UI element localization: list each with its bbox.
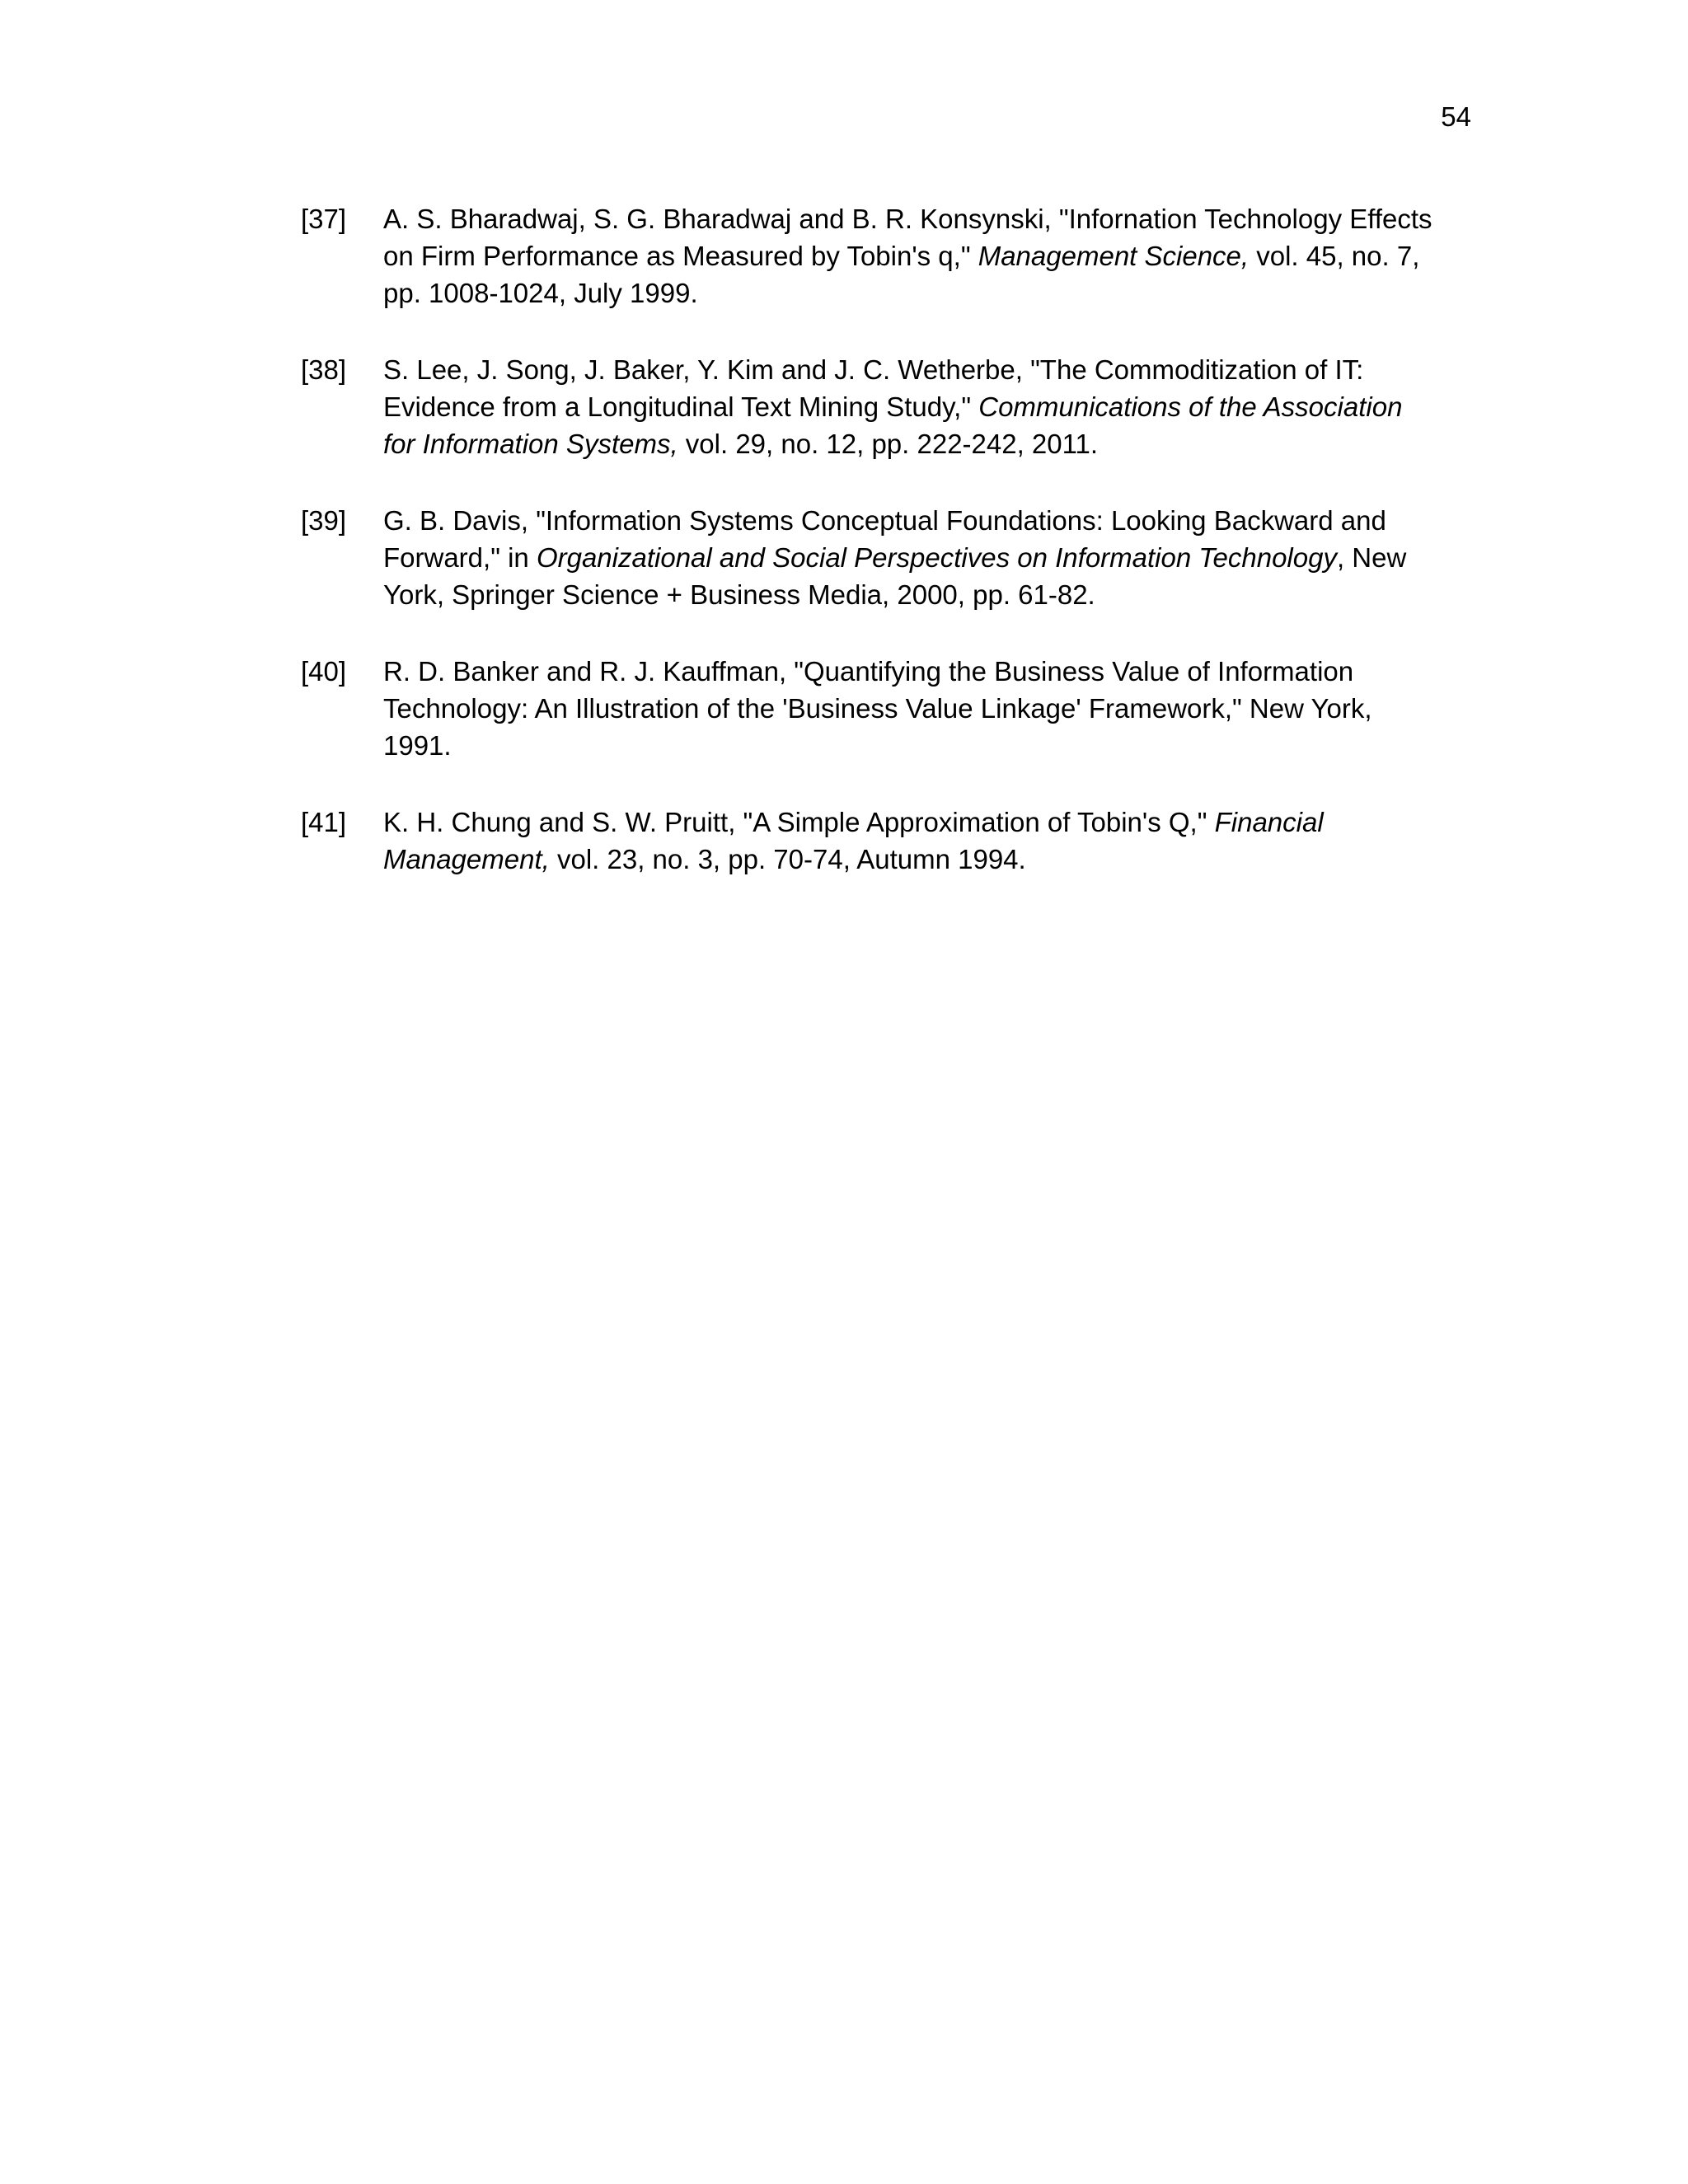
reference-text-part: vol. 29, no. 12, pp. 222-242, 2011. bbox=[678, 429, 1099, 459]
reference-text bbox=[383, 653, 1438, 764]
reference-entry-39 bbox=[301, 502, 1438, 613]
page-number: 54 bbox=[1441, 101, 1471, 132]
reference-journal-title: Communications of the Association for Information Systems, bbox=[383, 391, 1403, 459]
reference-number: [37] bbox=[301, 204, 347, 234]
reference-text bbox=[383, 804, 1438, 878]
reference-text-part: K. H. Chung and S. W. Pruitt, "A Simple Approximation of Tobin's Q," bbox=[383, 807, 1215, 837]
reference-text bbox=[383, 502, 1438, 613]
reference-list bbox=[301, 200, 1438, 917]
reference-text-part: A. S. Bharadwaj, S. G. Bharadwaj and B. R. Konsynski, "Infornation Technology Effects on Firm Performance as Measured by Tobin's q," bbox=[383, 204, 1432, 271]
reference-text-part: , New York, Springer Science + Business Media, 2000, pp. 61-82. bbox=[383, 542, 1407, 610]
reference-number: [41] bbox=[301, 807, 347, 837]
reference-text-part: S. Lee, J. Song, J. Baker, Y. Kim and J. C. Wetherbe, "The Commoditization of IT: Evidence from a Longitudinal Text Mining Study," bbox=[383, 354, 1364, 422]
reference-number: [39] bbox=[301, 505, 347, 536]
reference-text-part: vol. 45, no. 7, pp. 1008-1024, July 1999. bbox=[383, 241, 1420, 308]
reference-journal-title: Financial Management, bbox=[383, 807, 1324, 874]
reference-entry-37 bbox=[301, 200, 1438, 312]
reference-number: [40] bbox=[301, 656, 347, 687]
reference-entry-41 bbox=[301, 804, 1438, 878]
reference-text-part: G. B. Davis, "Information Systems Conceptual Foundations: Looking Backward and Forward," in bbox=[383, 505, 1386, 573]
reference-text bbox=[383, 351, 1438, 462]
reference-journal-title: Management Science, bbox=[978, 241, 1250, 271]
reference-book-title: Organizational and Social Perspectives on Information Technology bbox=[536, 542, 1337, 573]
reference-entry-40 bbox=[301, 653, 1438, 764]
reference-entry-38 bbox=[301, 351, 1438, 462]
reference-text bbox=[383, 200, 1438, 312]
reference-number: [38] bbox=[301, 354, 347, 385]
reference-text-part: R. D. Banker and R. J. Kauffman, "Quantifying the Business Value of Information Technology: An Illustration of the 'Business Value Linkage' Framework," New York, 1991. bbox=[383, 656, 1372, 761]
reference-text-part: vol. 23, no. 3, pp. 70-74, Autumn 1994. bbox=[549, 844, 1026, 874]
